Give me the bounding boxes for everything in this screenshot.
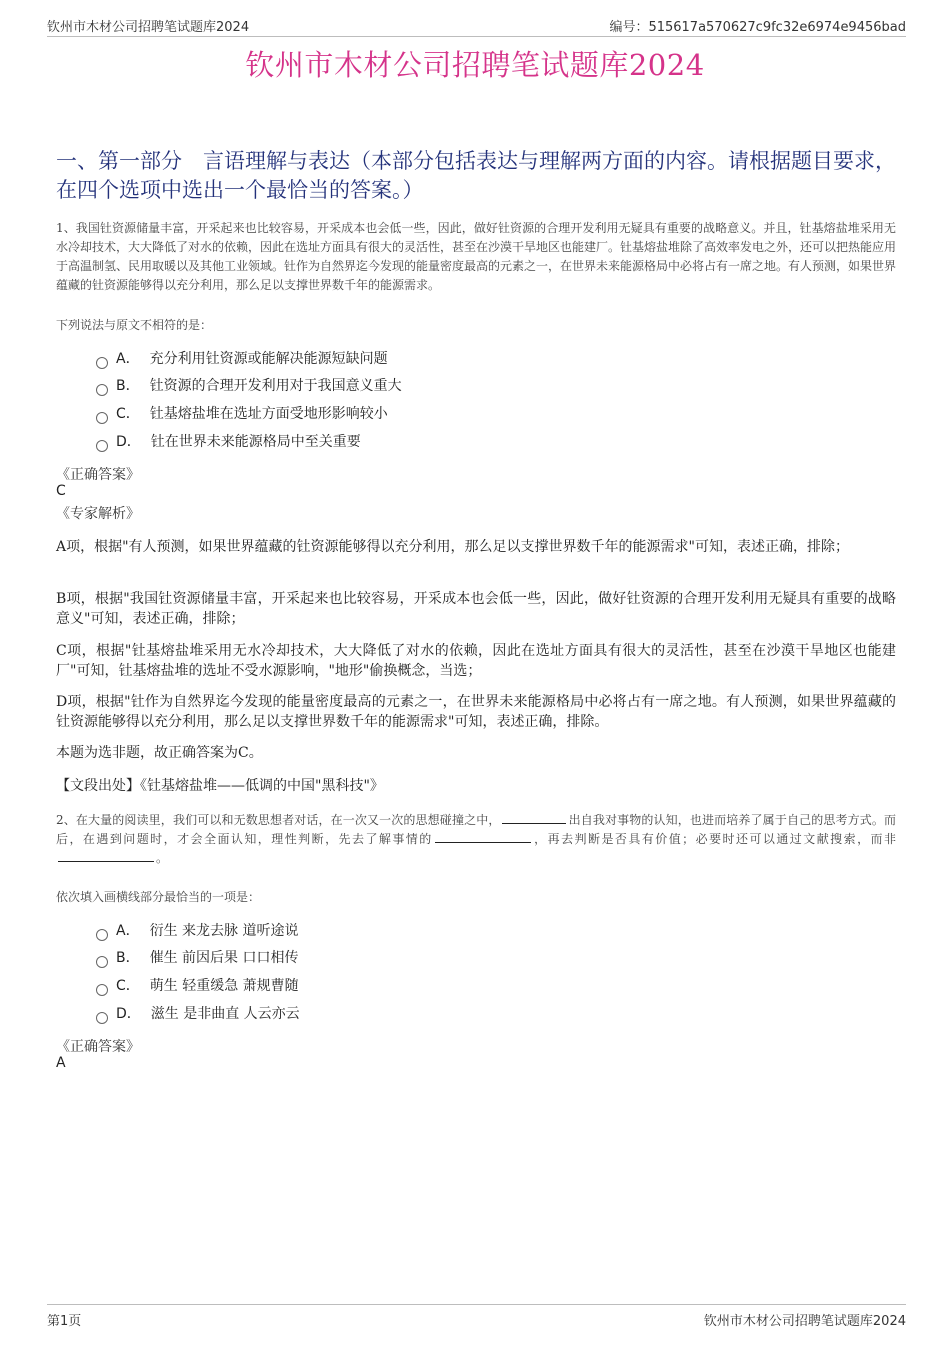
q1-option-c[interactable]: C． 钍基熔盐堆在选址方面受地形影响较小 bbox=[96, 404, 388, 424]
q2-blank-3[interactable] bbox=[58, 849, 154, 862]
q2-prompt: 依次填入画横线部分最恰当的一项是： bbox=[56, 890, 261, 904]
header-doc-title: 钦州市木材公司招聘笔试题库2024 bbox=[47, 20, 250, 35]
q1-option-b[interactable]: B． 钍资源的合理开发利用对于我国意义重大 bbox=[96, 376, 402, 396]
q1-option-d[interactable]: D． 钍在世界未来能源格局中至关重要 bbox=[96, 432, 361, 452]
q1-analysis-label: 《专家解析》 bbox=[56, 506, 140, 522]
radio-icon[interactable] bbox=[96, 357, 108, 369]
q2-answer: A bbox=[56, 1055, 66, 1071]
q1-answer: C bbox=[56, 483, 66, 499]
radio-icon[interactable] bbox=[96, 412, 108, 424]
q1-analysis-a: A项，根据"有人预测，如果世界蕴藏的钍资源能够得以充分利用，那么足以支撑世界数千年的能源需求"可知，表述正确，排除； bbox=[56, 539, 849, 555]
section-heading: 一、第一部分 言语理解与表达（本部分包括表达与理解两方面的内容。请根据题目要求，在四个选项中选出一个最恰当的答案。） bbox=[56, 149, 896, 202]
q2-passage: 2、在大量的阅读里，我们可以和无数思想者对话，在一次又一次的思想碰撞之中， 出自我对事物的认知，也进而培养了属于自己的思考方式。而后，在遇到问题时，才会全面认知，理性判断，先去了解事情的 ，再去判断是否具有价值；必要时还可以通过文献搜索，而非。 bbox=[56, 813, 896, 865]
page-header bbox=[47, 14, 906, 37]
q1-analysis-conclusion: 本题为选非题，故正确答案为C。 bbox=[56, 745, 263, 761]
radio-icon[interactable] bbox=[96, 1012, 108, 1024]
q2-blank-1[interactable] bbox=[502, 811, 566, 824]
q1-passage: 1、我国钍资源储量丰富，开采起来也比较容易，开采成本也会低一些，因此，做好钍资源的合理开发利用无疑具有重要的战略意义。并且，钍基熔盐堆采用无水冷却技术，大大降低了对水的依赖，因此在选址方面具有很大的灵活性，甚至在沙漠干旱地区也能建厂。钍基熔盐堆除了高效率发电之外，还可以把热能应用于高温制氢、民用取暖以及其他工业领域。钍作为自然界迄今发现的能量密度最高的元素之一，在世界未来能源格局中必将占有一席之地。有人预测，如果世界蕴藏的钍资源能够得以充分利用，那么足以支撑世界数千年的能源需求。 bbox=[56, 221, 897, 292]
q2-option-c[interactable]: C． 萌生 轻重缓急 萧规曹随 bbox=[96, 976, 299, 996]
q1-prompt: 下列说法与原文不相符的是： bbox=[56, 318, 213, 332]
q2-option-d[interactable]: D． 滋生 是非曲直 人云亦云 bbox=[96, 1004, 300, 1024]
radio-icon[interactable] bbox=[96, 440, 108, 452]
q1-analysis-c: C项，根据"钍基熔盐堆采用无水冷却技术，大大降低了对水的依赖，因此在选址方面具有很大的灵活性，甚至在沙漠干旱地区也能建厂"可知，钍基熔盐堆的选址不受水源影响，"地形"偷换概念，当选； bbox=[56, 643, 896, 679]
radio-icon[interactable] bbox=[96, 929, 108, 941]
page-title: 钦州市木材公司招聘笔试题库2024 bbox=[245, 48, 705, 82]
radio-icon[interactable] bbox=[96, 956, 108, 968]
q2-option-b[interactable]: B． 催生 前因后果 口口相传 bbox=[96, 948, 299, 968]
radio-icon[interactable] bbox=[96, 984, 108, 996]
q1-answer-label: 《正确答案》 bbox=[56, 467, 140, 483]
footer-doc-title: 钦州市木材公司招聘笔试题库2024 bbox=[703, 1314, 906, 1329]
header-doc-id: 编号：515617a570627c9fc32e6974e9456bad bbox=[609, 20, 906, 35]
page-footer bbox=[47, 1304, 906, 1327]
q2-answer-label: 《正确答案》 bbox=[56, 1039, 140, 1055]
page-number: 第1页 bbox=[47, 1314, 82, 1329]
q1-analysis-b: B项，根据"我国钍资源储量丰富，开采起来也比较容易，开采成本也会低一些，因此，做好钍资源的合理开发利用无疑具有重要的战略意义"可知，表述正确，排除； bbox=[56, 591, 896, 627]
q1-analysis-d: D项，根据"钍作为自然界迄今发现的能量密度最高的元素之一，在世界未来能源格局中必将占有一席之地。有人预测，如果世界蕴藏的钍资源能够得以充分利用，那么足以支撑世界数千年的能源需求"可知，表述正确，排除。 bbox=[56, 694, 896, 730]
q1-option-a[interactable]: A． 充分利用钍资源或能解决能源短缺问题 bbox=[96, 349, 388, 369]
q2-blank-2[interactable] bbox=[435, 830, 531, 843]
q2-option-a[interactable]: A． 衍生 来龙去脉 道听途说 bbox=[96, 921, 298, 941]
radio-icon[interactable] bbox=[96, 384, 108, 396]
q1-source: 【文段出处】《钍基熔盐堆——低调的中国"黑科技"》 bbox=[56, 778, 384, 794]
